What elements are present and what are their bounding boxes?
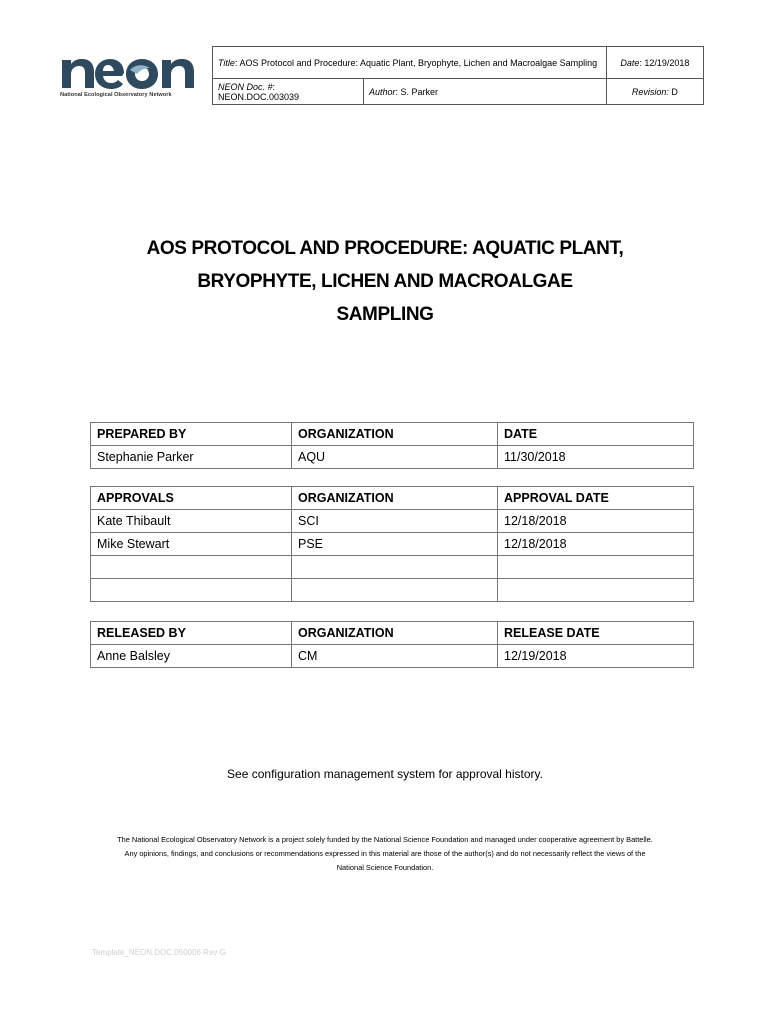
released-org: CM (292, 645, 498, 668)
config-management-note: See configuration management system for approval history. (227, 767, 543, 781)
approvals-table (90, 486, 694, 602)
template-id: Template_NEON.DOC.050006 Rev G (92, 948, 226, 957)
table-row (91, 510, 694, 533)
released-header-org: ORGANIZATION (292, 622, 498, 645)
prepared-header-org: ORGANIZATION (292, 423, 498, 446)
header-doc-cell: NEON Doc. #: NEON.DOC.003039 (213, 79, 364, 105)
header-doc-value: NEON.DOC.003039 (218, 91, 300, 102)
header-doc-label: NEON Doc. # (218, 81, 273, 92)
approvals-header-name: APPROVALS (91, 487, 292, 510)
disclaimer-line-2: Any opinions, findings, and conclusions or recommendations expressed in this material are those of the author(s) and do not necessarily reflect the views of the (124, 849, 646, 858)
prepared-date: 11/30/2018 (498, 446, 694, 469)
table-row (91, 446, 694, 469)
logo-tagline: National Ecological Observatory Network (60, 92, 172, 98)
page-title (60, 232, 710, 331)
approval-name (91, 556, 292, 579)
prepared-org: AQU (292, 446, 498, 469)
approvals-header-org: ORGANIZATION (292, 487, 498, 510)
funding-disclaimer (80, 833, 690, 875)
title-line-3: SAMPLING (336, 304, 434, 325)
approval-name: Mike Stewart (91, 533, 292, 556)
header-author-cell: Author: S. Parker (364, 79, 607, 105)
prepared-by-table (90, 422, 694, 469)
released-header-name: RELEASED BY (91, 622, 292, 645)
disclaimer-line-1: The National Ecological Observatory Network is a project solely funded by the National Science Foundation and managed under cooperative agreement by Battelle. (117, 835, 653, 844)
table-row (91, 533, 694, 556)
approvals-header-date: APPROVAL DATE (498, 487, 694, 510)
approval-date (498, 556, 694, 579)
released-name: Anne Balsley (91, 645, 292, 668)
approval-date: 12/18/2018 (498, 510, 694, 533)
prepared-name: Stephanie Parker (91, 446, 292, 469)
header-author-label: Author (369, 86, 396, 97)
title-line-2: BRYOPHYTE, LICHEN AND MACROALGAE (197, 271, 573, 292)
approval-org (292, 579, 498, 602)
header-title-label: Title (218, 57, 235, 68)
table-row (91, 645, 694, 668)
neon-wordmark-icon (60, 46, 200, 92)
table-row (91, 556, 694, 579)
document-header (212, 46, 704, 105)
approval-date: 12/18/2018 (498, 533, 694, 556)
header-date-value: 12/19/2018 (644, 57, 690, 68)
released-by-table (90, 621, 694, 668)
header-date-cell: Date: 12/19/2018 (606, 47, 703, 79)
header-revision-value: D (671, 86, 678, 97)
disclaimer-line-3: National Science Foundation. (336, 863, 434, 872)
header-title-cell: Title: AOS Protocol and Procedure: Aquatic Plant, Bryophyte, Lichen and Macroalgae Sampling (213, 47, 607, 79)
header-revision-cell (606, 79, 703, 105)
header-author-value: S. Parker (400, 86, 439, 97)
header-title-value: AOS Protocol and Procedure: Aquatic Plant, Bryophyte, Lichen and Macroalgae Sampling (239, 57, 598, 68)
header-date-label: Date (620, 57, 640, 68)
approval-org: SCI (292, 510, 498, 533)
approval-name (91, 579, 292, 602)
prepared-header-date: DATE (498, 423, 694, 446)
approval-org: PSE (292, 533, 498, 556)
header-revision-label: Revision: (631, 86, 669, 97)
released-header-date: RELEASE DATE (498, 622, 694, 645)
released-date: 12/19/2018 (498, 645, 694, 668)
table-row (91, 579, 694, 602)
title-line-1: AOS PROTOCOL AND PROCEDURE: AQUATIC PLANT, (146, 238, 624, 259)
approval-name: Kate Thibault (91, 510, 292, 533)
approval-date (498, 579, 694, 602)
approval-org (292, 556, 498, 579)
prepared-header-name: PREPARED BY (91, 423, 292, 446)
neon-logo (60, 46, 200, 104)
